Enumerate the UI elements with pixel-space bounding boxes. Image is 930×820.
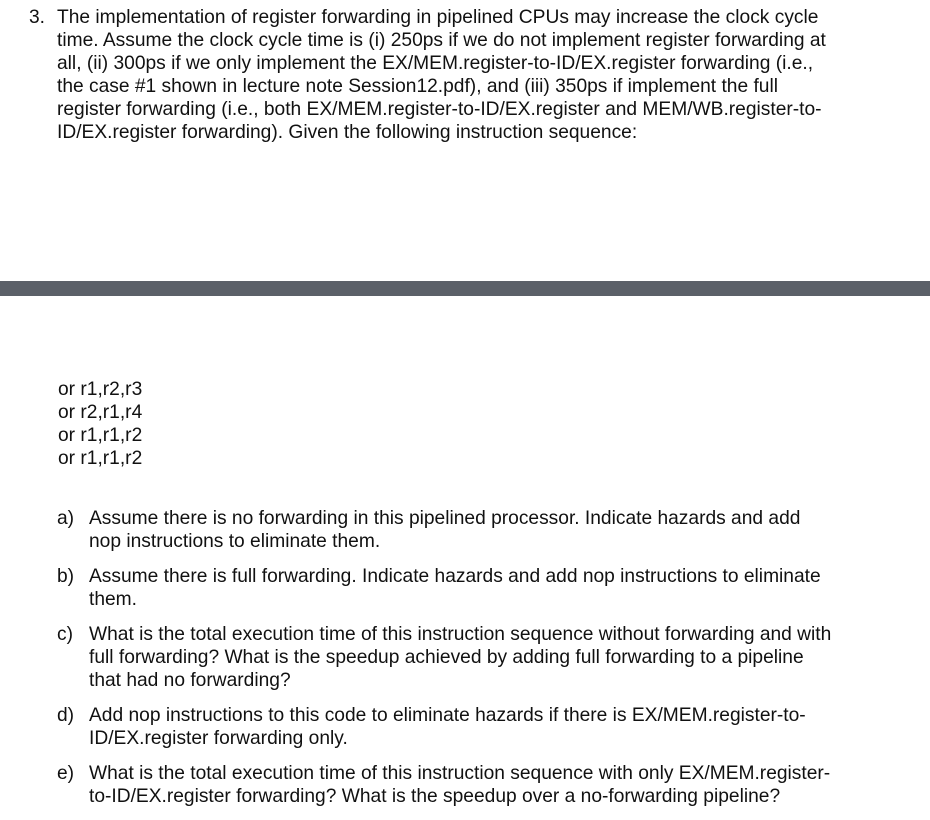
section-divider bbox=[0, 281, 930, 296]
subquestion-letter: c) bbox=[57, 624, 73, 645]
question-text-line: ID/EX.register forwarding). Given the following instruction sequence: bbox=[57, 122, 638, 143]
subquestion-letter: d) bbox=[57, 705, 75, 726]
instruction-line: or r2,r1,r4 bbox=[58, 402, 143, 423]
subquestion-letter: b) bbox=[57, 566, 75, 587]
subquestion-text-line: full forwarding? What is the speedup achieved by adding full forwarding to a pipeline bbox=[89, 647, 804, 668]
question-text-line: register forwarding (i.e., both EX/MEM.register-to-ID/EX.register and MEM/WB.register-to- bbox=[57, 99, 822, 120]
question-text-line: the case #1 shown in lecture note Session12.pdf), and (iii) 350ps if implement the full bbox=[57, 76, 779, 97]
subquestion-text-line: What is the total execution time of this instruction sequence with only EX/MEM.register- bbox=[89, 763, 831, 784]
subquestion-text-line: to-ID/EX.register forwarding? What is the speedup over a no-forwarding pipeline? bbox=[89, 786, 781, 807]
subquestion-text-line: ID/EX.register forwarding only. bbox=[89, 728, 348, 749]
subquestion-text-line: What is the total execution time of this instruction sequence without forwarding and with bbox=[89, 624, 832, 645]
subquestion-text-line: nop instructions to eliminate them. bbox=[89, 531, 381, 552]
subquestion-letter: a) bbox=[57, 508, 75, 529]
instruction-line: or r1,r1,r2 bbox=[58, 448, 143, 469]
subquestion-letter: e) bbox=[57, 763, 75, 784]
subquestion-text-line: Add nop instructions to this code to eliminate hazards if there is EX/MEM.register-to- bbox=[89, 705, 806, 726]
subquestion-text-line: Assume there is full forwarding. Indicate hazards and add nop instructions to eliminate bbox=[89, 566, 821, 587]
subquestion-text-line: them. bbox=[89, 589, 137, 610]
question-text-line: time. Assume the clock cycle time is (i) 250ps if we do not implement register forwarding at bbox=[57, 30, 826, 51]
question-text-line: all, (ii) 300ps if we only implement the EX/MEM.register-to-ID/EX.register forwarding (i.e., bbox=[57, 53, 814, 74]
instruction-line: or r1,r1,r2 bbox=[58, 425, 143, 446]
subquestion-text-line: Assume there is no forwarding in this pipelined processor. Indicate hazards and add bbox=[89, 508, 801, 529]
question-number: 3. bbox=[29, 7, 46, 28]
instruction-line: or r1,r2,r3 bbox=[58, 379, 143, 400]
subquestion-text-line: that had no forwarding? bbox=[89, 670, 291, 691]
question-text-line: The implementation of register forwarding in pipelined CPUs may increase the clock cycle bbox=[57, 7, 819, 28]
